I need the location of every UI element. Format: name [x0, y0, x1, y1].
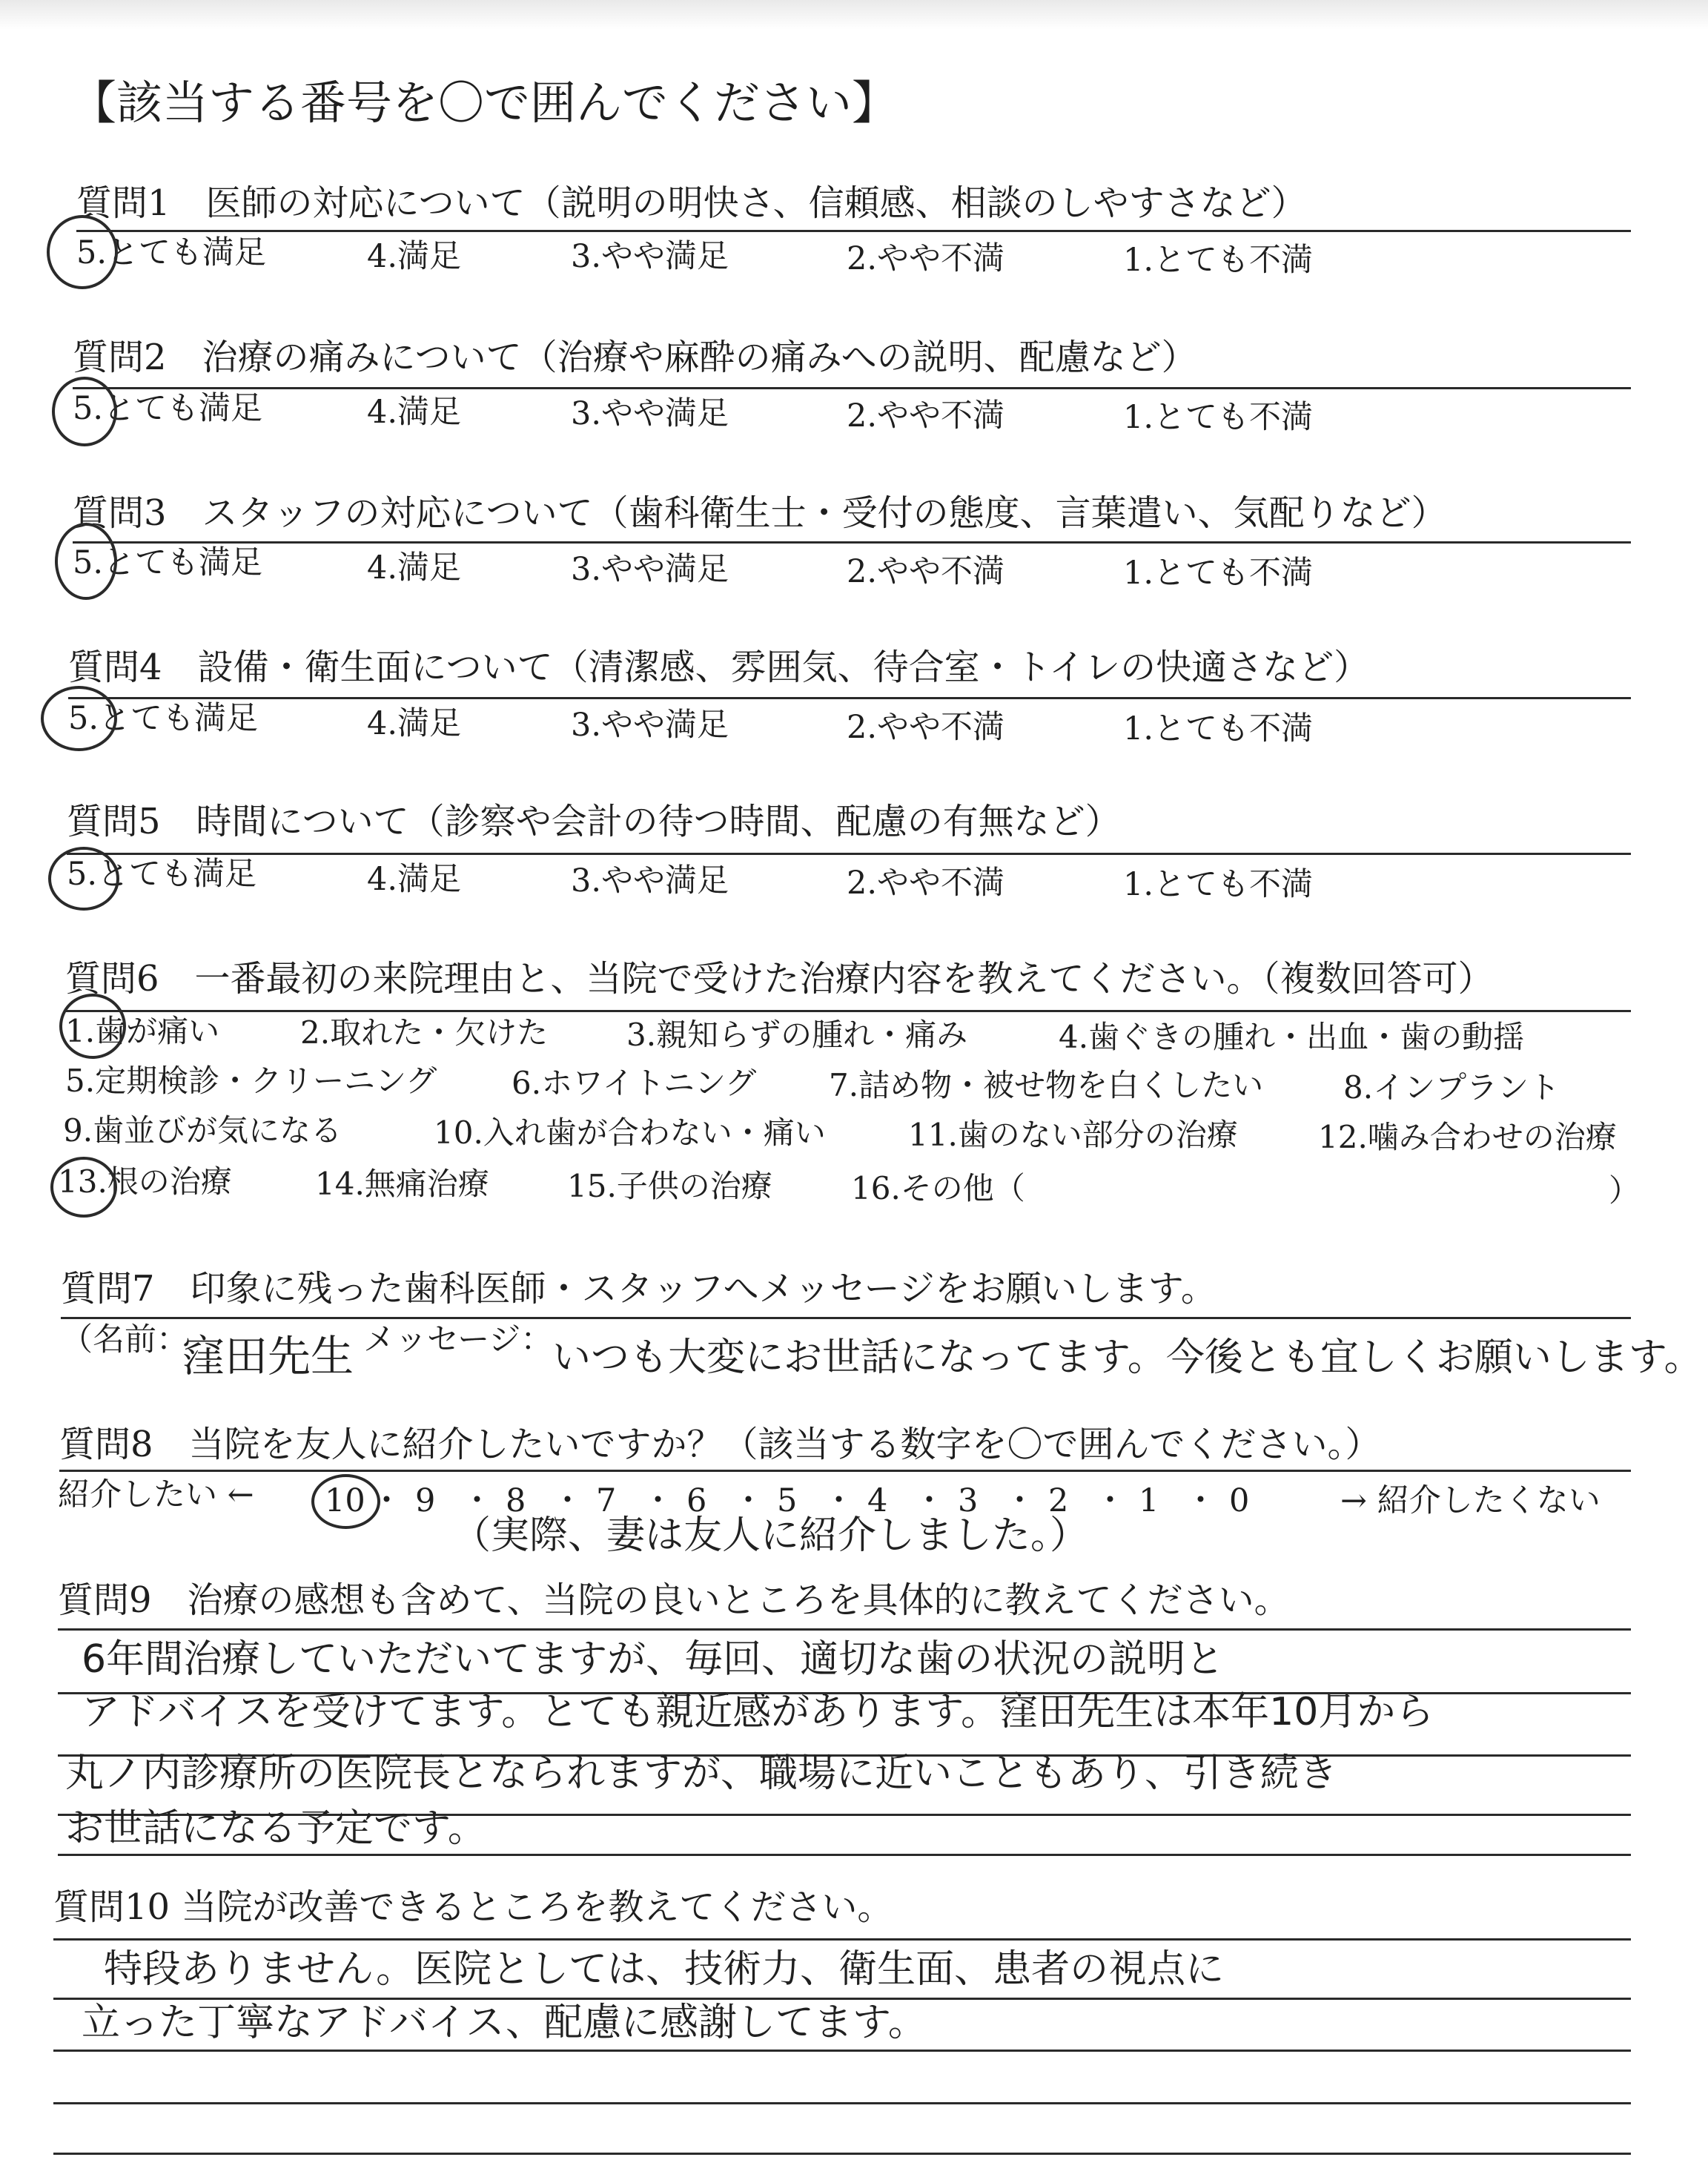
question-8-label: 質問8 当院を友人に紹介したいですか？（該当する数字を〇で囲んでください。） [59, 1424, 1381, 1465]
q9-answer-line-1[interactable]: 6年間治療していただいてますが、毎回、適切な歯の状況の説明と [82, 1637, 1225, 1682]
q8-left-label: 紹介したい ← [58, 1476, 254, 1513]
q8-scale-7[interactable]: 7 [596, 1482, 617, 1519]
question-1-rule [76, 230, 1631, 232]
q5-option-4[interactable]: 4.満足 [367, 861, 462, 898]
question-6-rule [65, 1010, 1631, 1012]
q3-option-5[interactable]: 5.とても満足 [73, 544, 263, 581]
q8-scale-9[interactable]: 9 [415, 1482, 436, 1519]
q2-option-1[interactable]: 1.とても不満 [1123, 399, 1314, 436]
q6-option-1[interactable]: 1.歯が痛い [65, 1013, 220, 1049]
q8-scale-separator: ・ [371, 1482, 403, 1519]
scan-edge [0, 0, 1708, 30]
q6-option-8[interactable]: 8.インプラント [1343, 1069, 1560, 1106]
question-5-rule [67, 853, 1631, 855]
q7-message-label: メッセージ： [363, 1321, 553, 1358]
q4-option-5[interactable]: 5.とても満足 [68, 700, 259, 737]
q6-option-12[interactable]: 12.噛み合わせの治療 [1318, 1119, 1617, 1155]
q2-option-4[interactable]: 4.満足 [367, 394, 462, 431]
q8-scale-5[interactable]: 5 [777, 1482, 798, 1519]
question-2-rule [73, 387, 1631, 389]
question-2-label: 質問2 治療の痛みについて（治療や麻酔の痛みへの説明、配慮など） [73, 337, 1197, 378]
q9-answer-line-4[interactable]: お世話になる予定です。 [65, 1806, 486, 1851]
q6-option-13[interactable]: 13.根の治療 [58, 1163, 232, 1200]
q1-option-1[interactable]: 1.とても不満 [1123, 242, 1314, 279]
q10-rule-4 [53, 2153, 1631, 2155]
q3-option-3[interactable]: 3.やや満足 [571, 551, 729, 588]
q5-selection-circle [48, 847, 119, 911]
q6-option-15[interactable]: 15.子供の治療 [567, 1168, 772, 1204]
q6-option-14[interactable]: 14.無痛治療 [315, 1166, 489, 1202]
q10-rule-2 [53, 2050, 1631, 2052]
q8-scale-separator: ・ [732, 1482, 764, 1519]
question-8-rule [59, 1470, 1631, 1472]
question-1-label: 質問1 医師の対応について（説明の明快さ、信頼感、相談のしやすさなど） [76, 182, 1307, 224]
question-4-label: 質問4 設備・衛生面について（清潔感、雰囲気、待合室・トイレの快適さなど） [68, 647, 1370, 688]
q5-option-2[interactable]: 2.やや不満 [847, 865, 1005, 902]
question-7-rule [61, 1317, 1631, 1319]
q4-option-2[interactable]: 2.やや不満 [847, 709, 1005, 746]
q8-scale-separator: ・ [1004, 1482, 1036, 1519]
q10-rule-1 [53, 1998, 1631, 2000]
q7-message-value[interactable]: いつも大変にお世話になってます。今後とも宜しくお願いします。 [552, 1335, 1703, 1380]
q9-rule-0 [58, 1628, 1631, 1631]
q3-option-1[interactable]: 1.とても不満 [1123, 555, 1314, 592]
q5-option-1[interactable]: 1.とても不満 [1123, 866, 1314, 903]
q8-scale-6[interactable]: 6 [686, 1482, 707, 1519]
q6-option-3[interactable]: 3.親知らずの腫れ・痛み [626, 1017, 968, 1053]
question-4-rule [68, 697, 1631, 699]
q8-scale-3[interactable]: 3 [958, 1482, 979, 1519]
q8-scale-separator: ・ [913, 1482, 945, 1519]
q8-scale-10[interactable]: 10 [325, 1482, 365, 1519]
q6-option-10[interactable]: 10.入れ歯が合わない・痛い [434, 1114, 826, 1151]
q8-scale-separator: ・ [642, 1482, 674, 1519]
q6-selection-circle-13 [50, 1157, 117, 1218]
q6-option-5[interactable]: 5.定期検診・クリーニング [65, 1063, 437, 1099]
q2-option-5[interactable]: 5.とても満足 [73, 390, 263, 427]
q8-scale-separator: ・ [823, 1482, 855, 1519]
q8-scale-separator: ・ [1185, 1482, 1217, 1519]
question-3-rule [73, 541, 1631, 544]
question-10-label: 質問10 当院が改善できるところを教えてください。 [53, 1886, 893, 1928]
q8-scale-0[interactable]: 0 [1229, 1482, 1250, 1519]
q8-scale-1[interactable]: 1 [1139, 1482, 1159, 1519]
q6-selection-circle-1 [59, 994, 126, 1059]
q8-scale-separator: ・ [1094, 1482, 1126, 1519]
question-6-label: 質問6 一番最初の来院理由と、当院で受けた治療内容を教えてください。（複数回答可） [65, 958, 1494, 1000]
q8-scale-2[interactable]: 2 [1048, 1482, 1069, 1519]
q10-answer-line-2[interactable]: 立った丁寧なアドバイス、配慮に感謝してます。 [82, 2001, 927, 2045]
q1-selection-circle [47, 215, 118, 289]
q2-option-2[interactable]: 2.やや不満 [847, 397, 1005, 435]
q8-right-label: → 紹介したくない [1340, 1482, 1601, 1519]
q6-option-6[interactable]: 6.ホワイトニング [512, 1065, 757, 1101]
q9-rule-4 [58, 1854, 1631, 1856]
q6-option-16[interactable]: 16.その他（ [851, 1170, 1025, 1206]
q6-option-4[interactable]: 4.歯ぐきの腫れ・出血・歯の動揺 [1059, 1019, 1525, 1055]
q10-rule-0 [53, 1938, 1631, 1941]
q8-selection-circle [311, 1474, 380, 1529]
q2-option-3[interactable]: 3.やや満足 [571, 395, 729, 432]
q3-option-4[interactable]: 4.満足 [367, 549, 462, 587]
q4-selection-circle [41, 686, 117, 751]
q8-scale-8[interactable]: 8 [506, 1482, 526, 1519]
q4-option-3[interactable]: 3.やや満足 [571, 707, 729, 744]
question-7-label: 質問7 印象に残った歯科医師・スタッフへメッセージをお願いします。 [61, 1268, 1217, 1309]
q1-option-4[interactable]: 4.満足 [367, 238, 462, 275]
q4-option-4[interactable]: 4.満足 [367, 705, 462, 742]
q1-option-2[interactable]: 2.やや不満 [847, 240, 1005, 277]
q6-option-16-close: ） [1609, 1172, 1641, 1209]
q2-selection-circle [52, 377, 117, 446]
q1-option-3[interactable]: 3.やや満足 [571, 238, 729, 275]
q8-note[interactable]: （実際、妻は友人に紹介しました。） [452, 1513, 1089, 1558]
q5-option-5[interactable]: 5.とても満足 [67, 856, 257, 893]
q6-option-2[interactable]: 2.取れた・欠けた [300, 1014, 549, 1051]
q10-answer-line-1[interactable]: 特段ありません。医院としては、技術力、衛生面、患者の視点に [104, 1947, 1225, 1992]
q7-name-value[interactable]: 窪田先生 [182, 1331, 354, 1381]
q1-option-5[interactable]: 5.とても満足 [76, 234, 267, 271]
q8-scale-4[interactable]: 4 [867, 1482, 888, 1519]
page-title: 【該当する番号を〇で囲んでください】 [70, 76, 898, 130]
q4-option-1[interactable]: 1.とても不満 [1123, 710, 1314, 747]
q7-name-label: （名前： [61, 1321, 188, 1358]
question-5-label: 質問5 時間について（診察や会計の待つ時間、配慮の有無など） [67, 801, 1121, 842]
q9-answer-line-3[interactable]: 丸ノ内診療所の医院長となられますが、職場に近いこともあり、引き続き [65, 1751, 1338, 1796]
q6-option-11[interactable]: 11.歯のない部分の治療 [908, 1117, 1238, 1153]
q10-rule-3 [53, 2102, 1631, 2104]
q8-scale-separator: ・ [461, 1482, 493, 1519]
q9-answer-line-2[interactable]: アドバイスを受けてます。とても親近感があります。窪田先生は本年10月から [82, 1690, 1434, 1734]
q3-selection-circle [55, 523, 117, 600]
q5-option-3[interactable]: 3.やや満足 [571, 862, 729, 899]
q3-option-2[interactable]: 2.やや不満 [847, 553, 1005, 590]
q8-scale-separator: ・ [552, 1482, 583, 1519]
q6-option-7[interactable]: 7.詰め物・被せ物を白くしたい [829, 1067, 1264, 1103]
question-9-label: 質問9 治療の感想も含めて、当院の良いところを具体的に教えてください。 [58, 1579, 1290, 1621]
q6-option-9[interactable]: 9.歯並びが気になる [63, 1112, 342, 1149]
question-3-label: 質問3 スタッフの対応について（歯科衛生士・受付の態度、言葉遣い、気配りなど） [73, 492, 1447, 534]
